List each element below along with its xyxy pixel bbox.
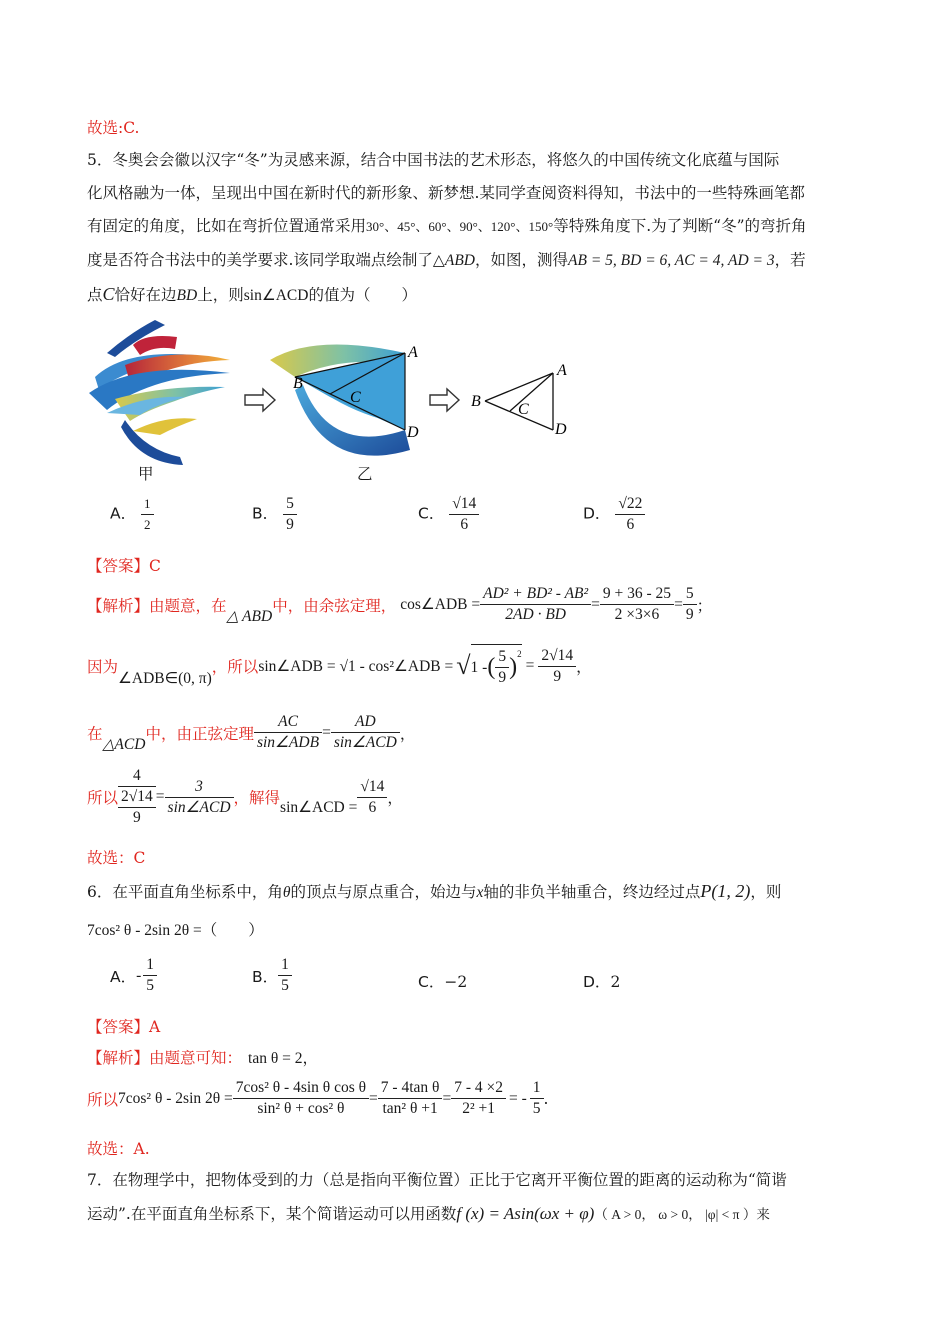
q6-point: P(1, 2) (700, 881, 751, 901)
q5-figure (85, 315, 585, 485)
q7-text: 运动”.在平面直角坐标系下，某个简谐运动可以用函数 (87, 1205, 457, 1223)
numerator: 5 (683, 584, 697, 605)
previous-answer: 故选:C. (87, 119, 140, 137)
step4-compound-fraction (118, 766, 156, 828)
option-a-sign: - (136, 966, 142, 984)
q5-line2: 化风格融为一体，呈现出中国在新时代的新形象、新梦想.某同学查阅资料得知，书法中的一些特殊画笔都 (87, 184, 805, 202)
q6-text-c: 轴的非负半轴重合，终边经过点 (483, 883, 701, 901)
q7-line2 (87, 1202, 770, 1224)
q5-line3 (87, 214, 807, 236)
step2-square: 2 (517, 648, 522, 659)
option-label: B． (252, 967, 279, 986)
q6-result-sign: = - (508, 1089, 527, 1107)
q6-fraction-3 (451, 1078, 506, 1119)
option-label: D． (583, 973, 611, 991)
q5-line3-text: 有固定的角度，比如在弯折位置通常采用 (87, 217, 367, 235)
q5-line5-text: 点 (87, 286, 103, 304)
fig-label-d: D (407, 424, 419, 441)
denominator: 2 (144, 517, 151, 532)
q6-a2-text: 所以 (87, 1090, 119, 1109)
step4-right-fraction (165, 777, 234, 818)
option-d-fraction (615, 494, 645, 535)
arrow-icon (430, 389, 459, 411)
q5-line5-text-b: 恰好在边 (114, 286, 177, 304)
emblem-jia (89, 320, 230, 465)
fig-label-b: B (293, 375, 303, 392)
q6-x: x (476, 884, 484, 901)
denominator: 6 (460, 516, 469, 533)
q5-target-expr: sin∠ACD (243, 287, 309, 304)
denominator: 2 ×3×6 (614, 606, 660, 623)
q5-line4-text: 度是否符合书法中的美学要求.该同学取端点绘制了△ (87, 251, 445, 269)
numerator: 7 - 4tan θ (378, 1078, 443, 1099)
q5-analysis-step3: 在 △ACD 中，由正弦定理 $\frac{AC}{\text{sin∠ADB}}$ = $\frac{AD}{\text{sin∠ACD}}$ ， (87, 713, 416, 753)
option-label: C． (418, 504, 445, 523)
denominator: 5 (146, 977, 155, 994)
step2-end: ， (576, 658, 592, 676)
emblem-yi (270, 344, 410, 455)
step4-text: 所以 (87, 789, 119, 807)
denominator: 9 (685, 606, 694, 623)
option-b-fraction (283, 494, 297, 535)
option-label: C． (418, 973, 445, 991)
q5-segment-bd: BD (176, 287, 198, 304)
fig-label-a: A (408, 344, 418, 361)
numerator: 2√14 (118, 787, 156, 808)
q6-text: 6．在平面直角坐标系中，角 (87, 883, 283, 901)
numerator: 4 (118, 766, 156, 787)
q5-line5-text-d: 的值为（ ） (308, 286, 417, 304)
q6-conclusion: 故选：A. (87, 1140, 150, 1158)
q5-line4-text-b: ，如图，测得 (475, 251, 569, 269)
q5-analysis-step2: 因为 ∠ADB∈(0, π) ，所以 sin∠ADB = √1 - cos²∠ADB = √ 1 - ( $\frac{5}{9}$ ) 2 = $\frac{2√14}{9}$ ， (87, 644, 592, 688)
step2-expr: sin∠ADB = √1 - cos²∠ADB = (258, 657, 454, 675)
q5-angles: 30°、45°、60°、90°、120°、150° (366, 219, 554, 234)
step1-text-b: 中，由余弦定理， (272, 596, 397, 615)
option-label: A． (110, 967, 137, 986)
option-label: B． (252, 504, 279, 523)
q5-conclusion: 故选：C (87, 849, 146, 867)
numerator: AC (254, 712, 322, 733)
step1-text: 由题意，在 (149, 596, 227, 615)
tri-label-a: A (557, 362, 567, 379)
step4-inner-fraction (118, 787, 156, 828)
option-label: A． (110, 504, 137, 523)
option-b-fraction (278, 955, 292, 996)
denominator: 9 (133, 809, 141, 826)
q6-a1-text: 由题意可知： (149, 1049, 243, 1067)
analysis-tag: 【解析】 (87, 1049, 150, 1067)
option-c-value: −2 (444, 973, 468, 991)
step3-end: ， (399, 724, 416, 743)
fig-label-c: C (350, 389, 361, 406)
q5-answer: 【答案】C (87, 557, 161, 575)
q5-measurements: AB = 5, BD = 6, AC = 4, AD = 3 (568, 252, 775, 269)
q6-a2-lhs: 7cos² θ - 2sin 2θ = (118, 1089, 233, 1107)
denominator: sin∠ACD (167, 798, 231, 816)
denominator: sin² θ + cos² θ (257, 1100, 345, 1117)
step4-result-expr: sin∠ACD = (280, 798, 358, 816)
q7-function: f (x) = Asin(ωx + φ) (456, 1204, 595, 1223)
numerator: 7 - 4 ×2 (451, 1078, 506, 1099)
q6-expr: 7cos² θ - 2sin 2θ = (87, 922, 202, 939)
denominator (118, 787, 156, 828)
q5-line3-text-b: 等特殊角度下.为了判断“冬”的弯折角 (553, 217, 807, 235)
denominator: 2AD · BD (505, 606, 566, 623)
q5-option-a[interactable] (110, 494, 154, 535)
step2-interval: ∠ADB∈(0, π) (118, 669, 212, 687)
numerator: 9 + 36 - 25 (600, 584, 674, 605)
denominator: sin∠ADB (256, 734, 320, 751)
option-c-fraction (449, 494, 479, 535)
tri-label-c: C (518, 401, 529, 418)
q6-paren: （ ） (201, 921, 264, 939)
denominator: 9 (286, 516, 294, 533)
denominator: 6 (626, 516, 635, 533)
q6-fraction-2 (378, 1078, 443, 1119)
q6-option-b[interactable] (252, 955, 292, 996)
option-label: D． (583, 504, 611, 523)
q5-line5-text-c: 上，则 (197, 286, 244, 304)
q6-line2 (87, 918, 264, 940)
q5-line5 (87, 283, 417, 305)
step3-text-b: 中，由正弦定理 (145, 724, 254, 743)
numerator: AD (331, 712, 400, 733)
q6-theta: θ (282, 884, 291, 901)
q6-line1 (87, 880, 781, 902)
option-a-fraction (143, 955, 157, 996)
numerator: 5 (283, 494, 297, 515)
q5-analysis-step4: 所以 $\frac{4}{\frac{2√14}{9}}$ = $\frac{3}{\text{sin∠ACD}}$ ，解得 sin∠ACD = $\frac{√14}{6}$ ， (87, 767, 403, 826)
q5-point-c: C (102, 284, 115, 304)
numerator: 1 (141, 494, 154, 515)
numerator: 1 (278, 955, 292, 976)
q5-option-b[interactable] (252, 494, 297, 535)
step1-fraction-1 (480, 584, 591, 625)
denominator: 5 (281, 977, 289, 994)
step2-result (538, 646, 576, 687)
sqrt-icon: √ (456, 651, 471, 680)
figure-caption-yi: 乙 (357, 465, 373, 483)
numerator: √14 (449, 494, 479, 515)
denominator: 2² +1 (462, 1100, 495, 1117)
numerator: 3 (165, 777, 234, 798)
q7-line1: 7．在物理学中，把物体受到的力（总是指向平衡位置）正比于它离开平衡位置的距离的运动称为“简谐 (87, 1171, 787, 1189)
denominator: 9 (498, 669, 507, 686)
step1-end: ； (696, 596, 713, 615)
figure-caption-jia: 甲 (138, 465, 154, 483)
step2-text: 因为 (87, 658, 119, 676)
denominator: 6 (368, 798, 377, 816)
numerator: 1 (143, 955, 157, 976)
denominator: 5 (532, 1100, 541, 1117)
q5-line1: 5．冬奥会会徽以汉字“冬”为灵感来源，结合中国书法的艺术形态，将悠久的中国传统文化底蕴与国际 (87, 151, 780, 169)
q6-tan: tan θ = 2， (248, 1050, 319, 1067)
q7-conditions: （ A > 0， ω > 0， |φ| < π ）来 (594, 1207, 770, 1222)
q6-option-c[interactable] (418, 970, 467, 992)
step2-sqrt-pre: 1 - (470, 658, 488, 676)
q5-triangle: ABD (444, 252, 475, 269)
step4-result (357, 777, 387, 818)
arrow-icon (245, 389, 275, 411)
numerator: 7cos² θ - 4sin θ cos θ (233, 1078, 369, 1099)
q5-option-d[interactable] (583, 494, 645, 535)
q5-line4 (87, 248, 806, 270)
step2-inner-fraction (495, 647, 509, 688)
tri-label-b: B (471, 393, 481, 410)
step1-triangle: △ ABD (226, 608, 273, 625)
q6-option-a[interactable] (110, 955, 157, 996)
step2-radicand: 1 - ( $\frac{5}{9}$ ) 2 (471, 644, 522, 688)
step1-fraction-2 (600, 584, 674, 625)
q5-analysis-step1: 【解析】 由题意，在 △ ABD 中，由余弦定理， cos∠ADB = $\frac{\text{AD² + BD² - AB²}}{2AD \cdot BD}$ = $\frac{9 + 36 - 25}{2 \times 3\times 6}$ = $\frac{5}{9}$ ； (87, 585, 713, 625)
numerator: 5 (495, 647, 509, 668)
step2-text-b: ，所以 (211, 658, 259, 676)
tri-label-d: D (555, 421, 567, 438)
step4-end: ， (387, 789, 403, 807)
q6-analysis-line1 (87, 1046, 318, 1068)
denominator: tan² θ +1 (382, 1100, 438, 1117)
q5-line4-text-c: ，若 (774, 251, 806, 269)
numerator: √14 (357, 777, 387, 798)
step3-right-fraction (331, 712, 400, 753)
q6-end: . (543, 1089, 549, 1108)
q6-fraction-1 (233, 1078, 369, 1119)
numerator: AD² + BD² - AB² (480, 584, 591, 605)
q6-text-d: ，则 (750, 883, 782, 901)
q6-analysis-line2: 所以 7cos² θ - 2sin 2θ = $\frac{\text{7cos² θ - 4sin θ cos θ}}{\text{sin² θ + cos² θ}}$ = $\frac{\text{7 - 4tan θ}}{\text{tan² θ +1}}$ = $\frac{7 - 4 \times 2}{\text{2² +1}}$ = - $\frac{1}{5}$ . (87, 1079, 549, 1117)
q6-text-b: 的顶点与原点重合，始边与 (290, 883, 477, 901)
numerator: 1 (530, 1078, 544, 1099)
q5-option-c[interactable] (418, 494, 479, 535)
analysis-tag: 【解析】 (87, 596, 150, 615)
q6-result (530, 1078, 544, 1119)
step3-triangle: △ACD (102, 736, 146, 753)
step3-text: 在 (87, 724, 103, 743)
denominator: 9 (553, 667, 562, 685)
q6-option-d[interactable] (583, 970, 620, 992)
q6-answer: 【答案】A (87, 1018, 161, 1036)
option-a-fraction (141, 494, 154, 535)
step4-text-b: ，解得 (233, 789, 281, 807)
step3-left-fraction (254, 712, 322, 753)
denominator: sin∠ACD (333, 734, 397, 751)
step1-cos: cos∠ADB = (400, 596, 481, 613)
option-d-value: 2 (610, 973, 621, 991)
step1-result (683, 584, 697, 625)
numerator: 2√14 (538, 646, 576, 667)
numerator: √22 (615, 494, 645, 515)
